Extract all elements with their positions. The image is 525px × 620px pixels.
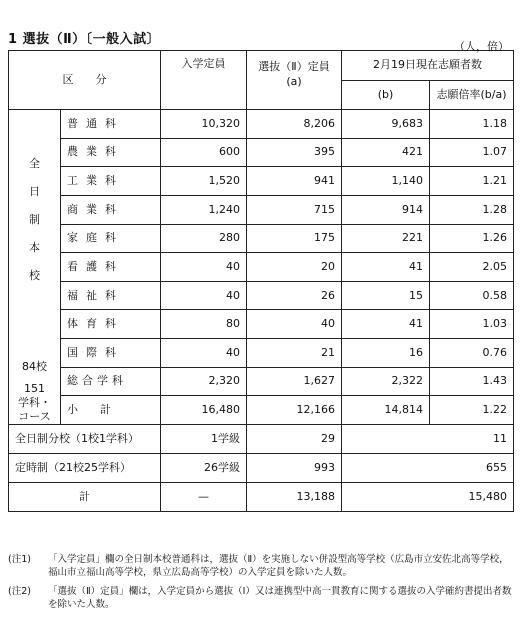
footnote: [8, 585, 516, 611]
subtotal-label: 小 計: [61, 396, 161, 425]
page-title: 1 選抜（Ⅱ）〔一般入試〕: [8, 32, 161, 47]
capacity-cell: 40: [161, 339, 247, 368]
selection-cell: 29: [247, 425, 342, 454]
header-row-1: [9, 51, 514, 81]
table-row: [9, 195, 514, 224]
table-row: [9, 224, 514, 253]
selection-cell: 8,206: [247, 110, 342, 139]
ratio-cell: 0.58: [430, 281, 514, 310]
selection-cell: 21: [247, 339, 342, 368]
branch-row: [9, 425, 514, 454]
unit-label: （人，倍）: [454, 40, 509, 53]
table-row: [9, 367, 514, 396]
subject-cell: 普通科: [61, 110, 161, 139]
applicants-cell: 16: [342, 339, 430, 368]
school-count: 84校 151 学科・ コース: [18, 360, 51, 423]
applicants-cell: 15: [342, 281, 430, 310]
fulltime-label: 全 日 制 本 校: [29, 157, 40, 282]
subject-cell: 商業科: [61, 195, 161, 224]
applicants-cell: 9,683: [342, 110, 430, 139]
table-row: [9, 310, 514, 339]
ratio-cell: 2.05: [430, 253, 514, 282]
applicants-cell: 11: [342, 425, 514, 454]
capacity-cell: 16,480: [161, 396, 247, 425]
subject-cell: 体育科: [61, 310, 161, 339]
selection-cell: 13,188: [247, 483, 342, 512]
selection-cell: 12,166: [247, 396, 342, 425]
table-row: [9, 339, 514, 368]
selection-cell: 941: [247, 167, 342, 196]
total-label: 計: [9, 483, 161, 512]
header-selection-label: 選抜（Ⅱ）定員: [258, 60, 330, 73]
applicants-cell: 1,140: [342, 167, 430, 196]
applicants-cell: 41: [342, 253, 430, 282]
capacity-cell: 80: [161, 310, 247, 339]
header-capacity: 入学定員: [161, 51, 247, 110]
ratio-cell: 1.03: [430, 310, 514, 339]
table-row: [9, 253, 514, 282]
subject-cell: 農業科: [61, 138, 161, 167]
selection-cell: 175: [247, 224, 342, 253]
table-row: [9, 138, 514, 167]
selection-cell: 993: [247, 454, 342, 483]
footnote: [8, 553, 516, 579]
ratio-cell: 1.18: [430, 110, 514, 139]
table-row: [9, 167, 514, 196]
footnote-text: 「選抜（Ⅱ）定員」欄は，入学定員から選抜（Ⅰ）又は連携型中高一貫教育に関する選抜の入学確約書提出者数を除いた人数。: [48, 586, 512, 610]
footnote-label: (注2): [8, 586, 31, 597]
ratio-cell: 1.07: [430, 138, 514, 167]
header-selection: [247, 51, 342, 110]
applicants-cell: 2,322: [342, 367, 430, 396]
applicant-table: [8, 50, 514, 512]
ratio-cell: 1.28: [430, 195, 514, 224]
subject-cell: 福祉科: [61, 281, 161, 310]
footnote-text: 「入学定員」欄の全日制本校普通科は，選抜（Ⅱ）を実施しない併設型高等学校（広島市立安佐北高等学校，福山市立福山高等学校，県立広島高等学校）の入学定員を除いた人数。: [48, 554, 509, 578]
capacity-cell: 40: [161, 253, 247, 282]
capacity-cell: 280: [161, 224, 247, 253]
ratio-cell: 0.76: [430, 339, 514, 368]
total-row: [9, 483, 514, 512]
capacity-cell: 40: [161, 281, 247, 310]
table-row: [9, 110, 514, 139]
subject-cell: 看護科: [61, 253, 161, 282]
capacity-cell: 2,320: [161, 367, 247, 396]
ratio-cell: 1.22: [430, 396, 514, 425]
applicants-cell: 14,814: [342, 396, 430, 425]
header-applicants: (b): [342, 80, 430, 110]
capacity-cell: —: [161, 483, 247, 512]
header-category: 区 分: [9, 51, 161, 110]
capacity-cell: 1,240: [161, 195, 247, 224]
selection-cell: 1,627: [247, 367, 342, 396]
subtotal-row: [9, 396, 514, 425]
header-applicants-group: 2月19日現在志願者数: [342, 51, 514, 81]
parttime-label: 定時制（21校25学科）: [9, 454, 161, 483]
selection-cell: 715: [247, 195, 342, 224]
capacity-cell: 600: [161, 138, 247, 167]
subject-cell: 国際科: [61, 339, 161, 368]
selection-cell: 20: [247, 253, 342, 282]
capacity-cell: 10,320: [161, 110, 247, 139]
footnote-label: (注1): [8, 554, 31, 565]
header-ratio: 志願倍率(b/a): [430, 80, 514, 110]
applicants-cell: 421: [342, 138, 430, 167]
subject-cell: 総合学科: [61, 367, 161, 396]
selection-cell: 395: [247, 138, 342, 167]
footnotes: [8, 553, 516, 617]
parttime-row: [9, 454, 514, 483]
applicants-cell: 41: [342, 310, 430, 339]
selection-cell: 40: [247, 310, 342, 339]
applicants-cell: 655: [342, 454, 514, 483]
branch-label: 全日制分校（1校1学科）: [9, 425, 161, 454]
selection-cell: 26: [247, 281, 342, 310]
subject-cell: 家庭科: [61, 224, 161, 253]
applicants-cell: 15,480: [342, 483, 514, 512]
capacity-cell: 1,520: [161, 167, 247, 196]
table-row: [9, 281, 514, 310]
capacity-cell: 26学級: [161, 454, 247, 483]
capacity-cell: 1学級: [161, 425, 247, 454]
ratio-cell: 1.26: [430, 224, 514, 253]
ratio-cell: 1.43: [430, 367, 514, 396]
applicants-cell: 221: [342, 224, 430, 253]
ratio-cell: 1.21: [430, 167, 514, 196]
header-selection-sub: (a): [286, 75, 302, 88]
subject-cell: 工業科: [61, 167, 161, 196]
applicants-cell: 914: [342, 195, 430, 224]
fulltime-label-cell: [9, 110, 61, 425]
